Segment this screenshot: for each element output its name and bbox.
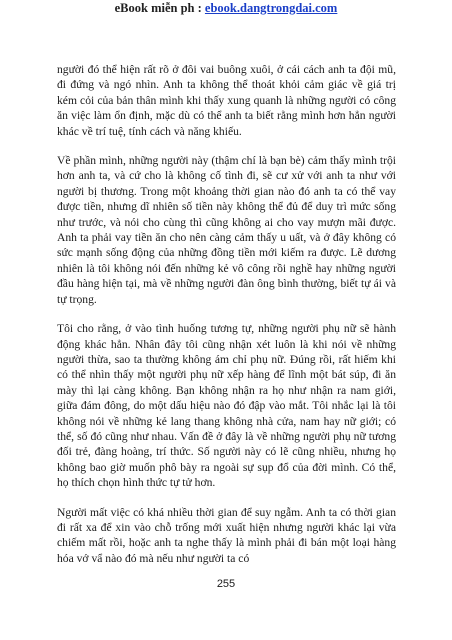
header-prefix: eBook miễn ph : [114, 1, 205, 15]
page-header [0, 0, 452, 16]
page-number: 255 [216, 578, 236, 590]
page-body [57, 62, 396, 580]
paragraph-1: người đó thể hiện rất rõ ở đôi vai buông xuôi, ở cái cách anh ta đội mũ, đi đứng và ngó nhìn. Anh ta không thể thoát khỏi cảm giác về giá trị kém cỏi của bản thân mình khi thấy xung quanh là những người có công ăn việc làm ổn định, mặc dù có thể anh ta biết rằng mình hơn hẳn người khác về trí tuệ, tính cách và năng khiếu. [57, 63, 396, 138]
paragraph-4: Người mất việc có khá nhiều thời gian để suy ngẫm. Anh ta có thời gian đi rất xa để xin vào chỗ trống mới xuất hiện nhưng người khác lại vừa chiếm mất rồi, hoặc anh ta nghe thấy là mình phải đi bán một loại hàng hóa vớ vẩ nào đó mà nếu như người ta có [57, 505, 396, 565]
paragraph-3: Tôi cho rằng, ở vào tình huống tương tự, những người phụ nữ sẽ hành động khác hẳn. Nhân đây tôi cũng nhận xét luôn là khi nói về những người thừa, sao ta thường không ám chỉ phụ nữ. Đúng rồi, rất hiếm khi có thể nhìn thấy một người phụ nữ xếp hàng để lĩnh một bát súp, đi ăn mày thì lại càng không. Bạn không nhận ra họ như nhận ra nam giới, giữa đám đông, do một dấu hiệu nào đó đập vào mắt. Tôi nhắc lại là tôi không nói về những kẻ lang thang không nhà cửa, nam hay nữ giới; có thể, số đó cũng như nhau. Vấn đề ở đây là về những người phụ nữ tương đối trẻ, đàng hoàng, trí thức. Số người này có lẽ cũng nhiều, nhưng họ không bao giờ muốn phô bày ra ngoài sự sụp đổ của đời mình. Có thể, họ thích chọn hình thức tự tử hơn. [57, 322, 396, 490]
header-site-link[interactable]: ebook.dangtrongdai.com [204, 1, 338, 15]
paragraph-2: Về phần mình, những người này (thậm chí là bạn bè) cảm thấy mình trội hơn anh ta, và cứ cho là không cố tình đi, sẽ cư xử với anh ta như với người bị thương. Trong một khoảng thời gian nào đó anh ta có thể vay được tiền, nhưng dĩ nhiên số tiền này không thể đủ để duy trì mức sống như trước, và nói cho cùng thì cũng không ai cho vay mượn mãi được. Anh ta phải vay tiền ăn cho nên càng cảm thấy u uất, và ở đây không có sức mạnh sống động của những đồng tiền mới kiếm ra được. Lẽ dương nhiên là tôi không nói đến những kẻ vô công rồi nghề hay những người đầu hàng hiện tại, mà về những người đàn ông bình thường, biết tự ái và tự trọng. [57, 154, 396, 306]
